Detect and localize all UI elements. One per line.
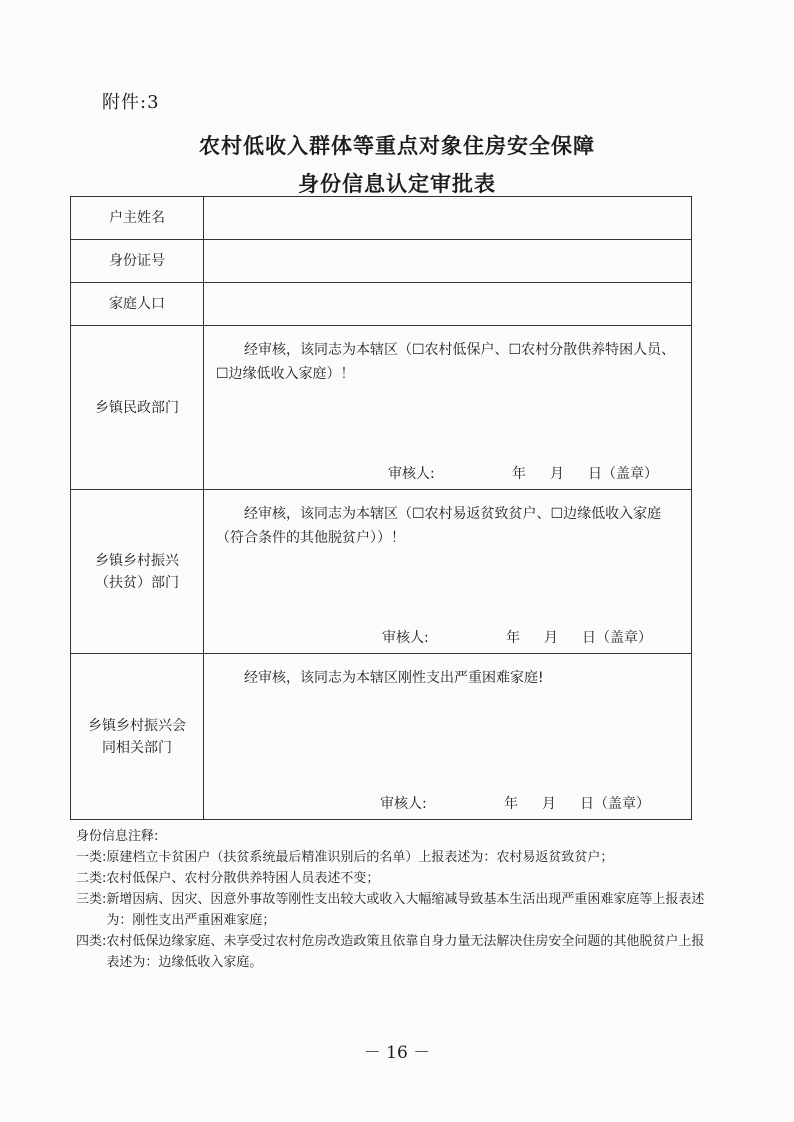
- section-civil-affairs-body[interactable]: [204, 326, 692, 490]
- section-review-text: 经审核，该同志为本辖区刚性支出严重困难家庭!: [244, 670, 544, 686]
- section-label-line1: 乡镇乡村振兴: [95, 552, 179, 569]
- section-rural-revitalization-body[interactable]: [204, 490, 692, 654]
- householder-label: 户主姓名: [71, 197, 204, 240]
- form-row-joint-departments: [71, 654, 692, 820]
- section-label-line1: 乡镇乡村振兴会: [88, 717, 186, 734]
- page-number: － 16 －: [363, 1043, 431, 1063]
- section-joint-departments-body[interactable]: [204, 654, 692, 820]
- year-label: 年: [512, 466, 526, 482]
- signature-line: [388, 463, 688, 483]
- signature-line: [382, 627, 682, 647]
- year-label: 年: [506, 630, 520, 646]
- form-row-rural-revitalization: [71, 490, 692, 654]
- note-text: 原建档立卡贫困户（扶贫系统最后精准识别后的名单）上报表述为：农村易返贫致贫户；: [106, 850, 614, 865]
- form-row-population: [71, 283, 692, 326]
- note-text: 农村低保边缘家庭、未享受过农村危房改造政策且依靠自身力量无法解决住房安全问题的其他脱贫户上报表述为：边缘低收入家庭。: [106, 934, 705, 970]
- month-label: 月: [542, 796, 556, 812]
- section-joint-departments-label: [71, 654, 204, 820]
- identity-notes: [76, 826, 706, 973]
- reviewer-label: 审核人:: [382, 630, 429, 646]
- month-label: 月: [544, 630, 558, 646]
- note-item: [76, 889, 706, 931]
- reviewer-label: 审核人:: [388, 466, 435, 482]
- section-rural-revitalization-label: [71, 490, 204, 654]
- month-label: 月: [550, 466, 564, 482]
- note-item: [76, 847, 706, 868]
- note-key: 二类:: [76, 871, 107, 886]
- section-label-line1: 乡镇民政部门: [95, 399, 179, 416]
- section-civil-affairs-label: [71, 326, 204, 490]
- section-review-text: 经审核，该同志为本辖区（☐农村低保户、☐农村分散供养特困人员、☐边缘低收入家庭）！: [216, 342, 676, 382]
- form-row-householder: [71, 197, 692, 240]
- section-label-line2: 同相关部门: [102, 739, 172, 756]
- form-title-line2: 身份信息认定审批表: [298, 171, 496, 196]
- reviewer-label: 审核人:: [380, 796, 427, 812]
- form-title-line1: 农村低收入群体等重点对象住房安全保障: [199, 133, 595, 158]
- note-key: 四类:: [76, 934, 107, 949]
- note-text: 农村低保户、农村分散供养特困人员表述不变；: [106, 871, 380, 886]
- notes-heading: 身份信息注释:: [76, 829, 159, 844]
- signature-line: [380, 793, 680, 813]
- id-number-label: 身份证号: [71, 240, 204, 283]
- year-label: 年: [504, 796, 518, 812]
- note-key: 一类:: [76, 850, 107, 865]
- day-seal-label: 日（盖章）: [582, 630, 652, 646]
- form-row-id-number: [71, 240, 692, 283]
- note-text: 新增因病、因灾、因意外事故等刚性支出较大或收入大幅缩减导致基本生活出现严重困难家庭等上报表述为：刚性支出严重困难家庭；: [106, 892, 705, 928]
- note-item: [76, 931, 706, 973]
- section-label-line2: （扶贫）部门: [95, 574, 179, 591]
- section-review-text: 经审核，该同志为本辖区（☐农村易返贫致贫户、☐边缘低收入家庭（符合条件的其他脱贫户））！: [216, 506, 662, 546]
- approval-form-table: [70, 196, 692, 820]
- note-key: 三类:: [76, 892, 107, 907]
- form-row-civil-affairs: [71, 326, 692, 490]
- householder-value-cell[interactable]: [204, 197, 692, 240]
- day-seal-label: 日（盖章）: [580, 796, 650, 812]
- note-item: [76, 868, 706, 889]
- population-value-cell[interactable]: [204, 283, 692, 326]
- population-label: 家庭人口: [71, 283, 204, 326]
- attachment-label: 附件:3: [102, 92, 160, 113]
- day-seal-label: 日（盖章）: [588, 466, 658, 482]
- id-number-value-cell[interactable]: [204, 240, 692, 283]
